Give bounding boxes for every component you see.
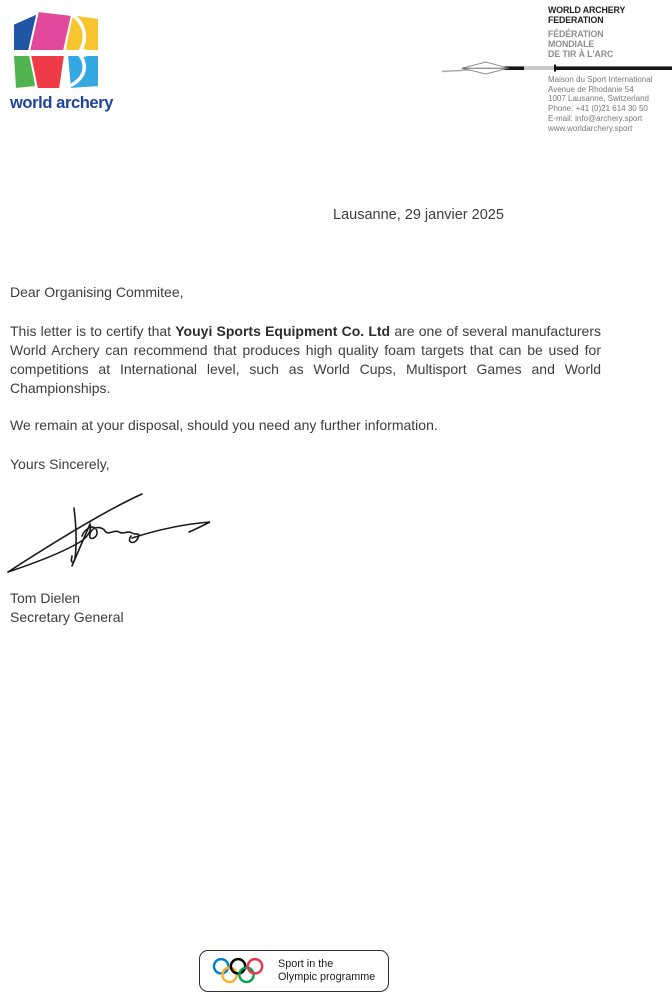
address-line: 1007 Lausanne, Switzerland	[548, 94, 649, 104]
signature-stroke	[132, 522, 210, 538]
signer-title: Secretary General	[10, 609, 124, 625]
world-archery-logo	[10, 8, 114, 113]
address-block	[548, 75, 670, 133]
olympic-rings-icon	[210, 955, 268, 987]
arrow-shaft-tick	[554, 65, 556, 72]
company-name: Youyi Sports Equipment Co. Ltd	[175, 323, 391, 339]
ring-yellow	[222, 968, 236, 982]
ring-green	[239, 968, 253, 982]
address-line-phone: Phone: +41 (0)21 614 30 50	[548, 104, 648, 114]
arrow-rule-icon	[440, 60, 672, 76]
world-archery-logo-icon	[10, 8, 102, 92]
logo-wordmark: world archery	[10, 94, 114, 112]
signature-stroke	[71, 508, 76, 562]
address-line: Maison du Sport International	[548, 75, 653, 84]
body-text-after: are one of several manufacturers World Archery can recommend that produces high quality foam targets that can be used for competitions at International level, such as World Cups, Multisport Games and World Championships.	[10, 323, 602, 396]
valediction: Yours Sincerely,	[10, 456, 110, 472]
signer-name: Tom Dielen	[10, 590, 81, 606]
org-name-en-line1: WORLD ARCHERY	[548, 5, 626, 15]
ring-red	[248, 959, 262, 973]
address-line: Avenue de Rhodanie 54	[548, 84, 634, 94]
logo-red-segment	[30, 55, 65, 89]
olympic-programme-badge	[199, 950, 389, 992]
closing-paragraph: We remain at your disposal, should you need any further information.	[10, 417, 438, 433]
ring-blue	[214, 959, 228, 973]
salutation: Dear Organising Commitee,	[10, 284, 184, 300]
org-name-fr-line1: FÉDÉRATION	[548, 28, 604, 39]
org-name-block	[548, 5, 668, 59]
org-name-fr-line2: MONDIALE	[548, 38, 595, 49]
badge-text-line2: Olympic programme	[278, 971, 376, 983]
arrow-shaft-highlight	[524, 66, 554, 70]
org-name-en-line2: FEDERATION	[548, 15, 604, 26]
signer-block	[10, 589, 124, 627]
org-name-fr-line3: DE TIR À L'ARC	[548, 49, 614, 60]
address-line-website: www.worldarchery.sport	[548, 123, 633, 133]
dateline: Lausanne, 29 janvier 2025	[333, 207, 504, 223]
body-paragraph	[10, 322, 601, 398]
ring-black	[231, 959, 245, 973]
address-line-email: E-mail: info@archery.sport	[548, 113, 643, 123]
body-text-before: This letter is to certify that	[10, 323, 176, 339]
badge-text	[278, 958, 375, 984]
signature-icon	[2, 480, 217, 580]
badge-text-line1: Sport in the	[278, 958, 334, 971]
